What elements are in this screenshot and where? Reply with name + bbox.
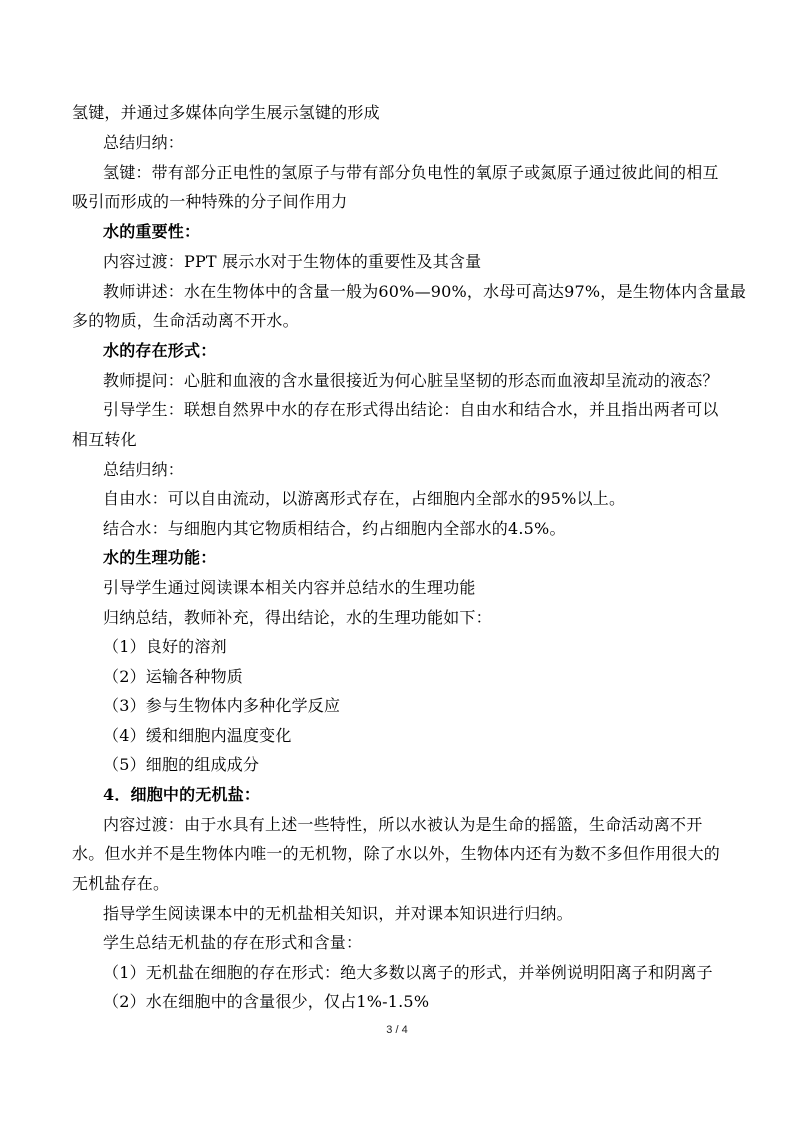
section-heading: 水的存在形式：	[103, 341, 217, 360]
section-heading: 水的生理功能：	[103, 548, 217, 567]
list-item: （1）良好的溶剂	[103, 637, 227, 656]
text-line: 教师讲述：水在生物体中的含量一般为60%—90%，水母可高达97%，是生物体内含量最	[103, 282, 747, 301]
text-line: 氢键：带有部分正电性的氢原子与带有部分负电性的氧原子或氮原子通过彼此间的相互	[103, 163, 719, 182]
text-line: 总结归纳：	[103, 460, 185, 479]
section-heading: 4．细胞中的无机盐：	[103, 785, 261, 804]
text-line: 多的物质，生命活动离不开水。	[72, 311, 299, 330]
text-line: 引导学生：联想自然界中水的存在形式得出结论：自由水和结合水，并且指出两者可以	[103, 400, 719, 419]
text-line: 结合水：与细胞内其它物质相结合，约占细胞内全部水的4.5%。	[103, 519, 566, 538]
text-line: 教师提问：心脏和血液的含水量很接近为何心脏呈坚韧的形态而血液却呈流动的液态？	[103, 371, 719, 390]
section-heading: 水的重要性：	[103, 222, 201, 241]
text-line: 相互转化	[72, 430, 137, 449]
text-line: 归纳总结，教师补充，得出结论，水的生理功能如下：	[103, 608, 492, 627]
list-item: （2）水在细胞中的含量很少，仅占1%-1.5%	[103, 992, 430, 1011]
list-item: （5）细胞的组成成分	[103, 755, 260, 774]
text-line: 吸引而形成的一种特殊的分子间作用力	[72, 192, 348, 211]
list-item: （3）参与生物体内多种化学反应	[103, 696, 341, 715]
text-line: 内容过渡：PPT 展示水对于生物体的重要性及其含量	[103, 252, 482, 271]
page-number: 3 / 4	[386, 1024, 408, 1036]
text-line: 自由水：可以自由流动，以游离形式存在，占细胞内全部水的95%以上。	[103, 489, 626, 508]
text-line: 学生总结无机盐的存在形式和含量：	[103, 933, 363, 952]
text-line: 总结归纳：	[103, 133, 185, 152]
text-line: 氢键，并通过多媒体向学生展示氢键的形成	[72, 103, 380, 122]
text-line: 内容过渡：由于水具有上述一些特性，所以水被认为是生命的摇篮，生命活动离不开	[103, 815, 703, 834]
text-line: 指导学生阅读课本中的无机盐相关知识，并对课本知识进行归纳。	[103, 904, 573, 923]
list-item: （1）无机盐在细胞的存在形式：绝大多数以离子的形式，并举例说明阳离子和阴离子	[103, 963, 713, 982]
list-item: （2）运输各种物质	[103, 667, 243, 686]
text-line: 引导学生通过阅读课本相关内容并总结水的生理功能	[103, 578, 476, 597]
text-line: 水。但水并不是生物体内唯一的无机物，除了水以外，生物体内还有为数不多但作用很大的	[72, 844, 721, 863]
text-line: 无机盐存在。	[72, 874, 170, 893]
list-item: （4）缓和细胞内温度变化	[103, 726, 292, 745]
